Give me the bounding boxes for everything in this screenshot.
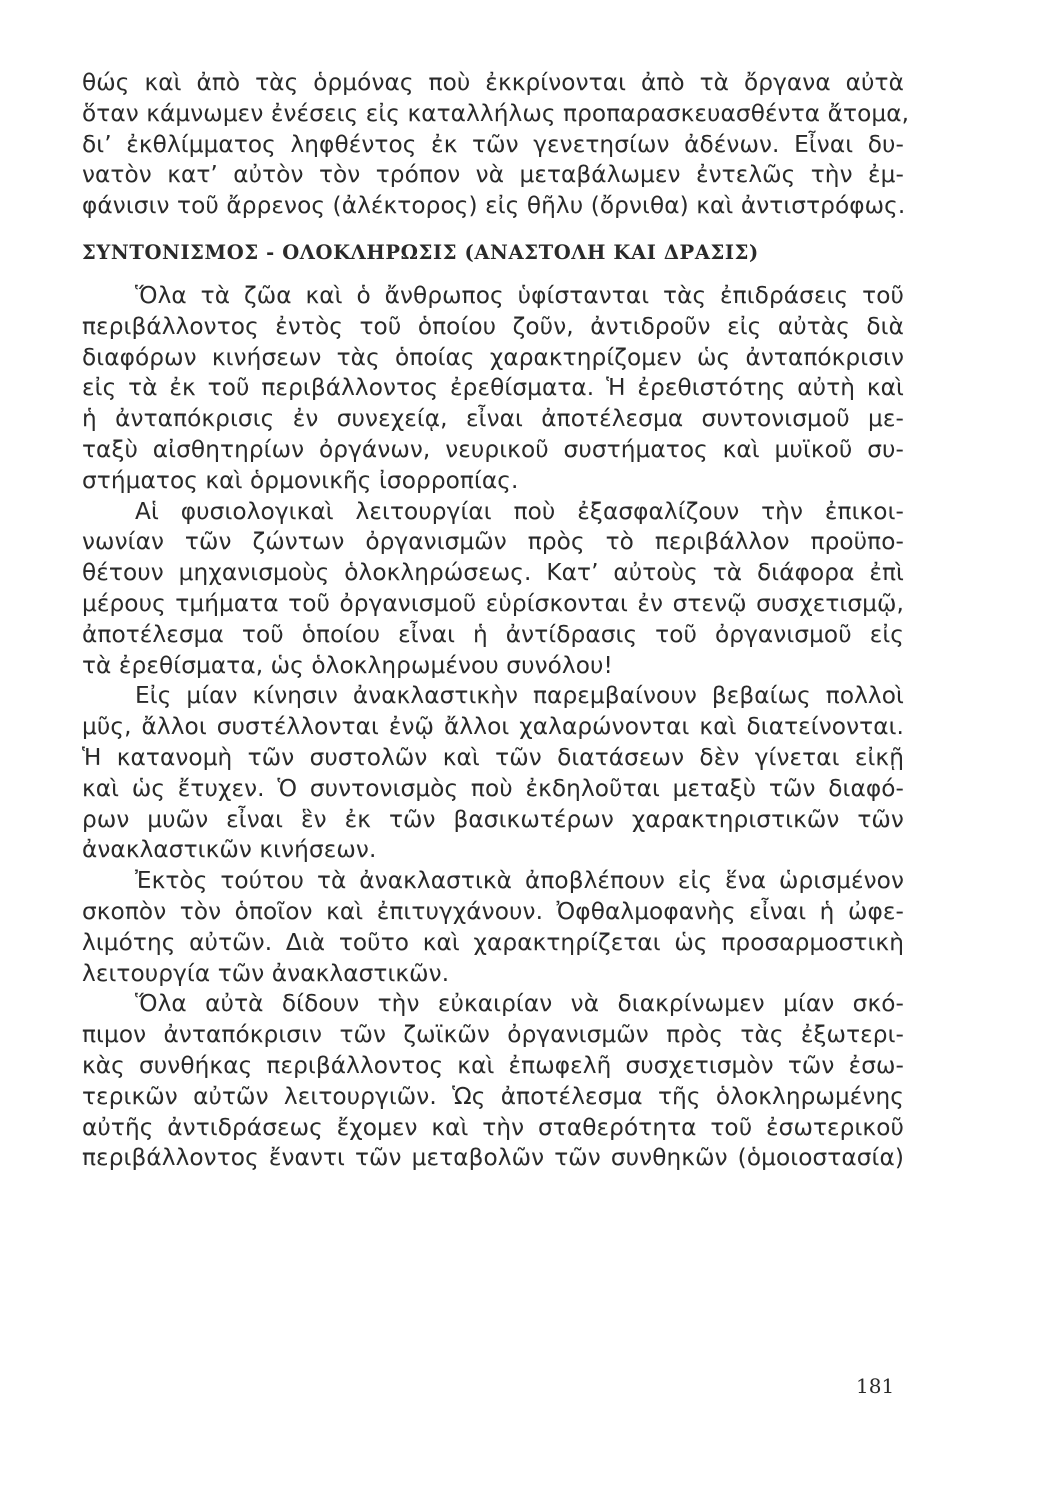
text-line: ρων μυῶν εἶναι ἓν ἐκ τῶν βασικωτέρων χαρακτηριστικῶν τῶν: [82, 805, 904, 833]
text-line: μῦς, ἄλλοι συστέλλονται ἐνῷ ἄλλοι χαλαρώνονται καὶ διατείνονται.: [82, 713, 904, 741]
text-line: φάνισιν τοῦ ἄρρενος (ἀλέκτορος) εἰς θῆλυ (ὄρνιθα) καὶ ἀντιστρόφως.: [82, 192, 906, 220]
text-line: κὰς συνθήκας περιβάλλοντος καὶ ἐπωφελῆ συσχετισμὸν τῶν ἐσω-: [82, 1051, 904, 1079]
text-line: στήματος καὶ ὁρμονικῆς ἰσορροπίας.: [82, 466, 519, 494]
text-line: Ὅλα τὰ ζῶα καὶ ὁ ἄνθρωπος ὑφίστανται τὰς ἐπιδράσεις τοῦ: [135, 281, 904, 309]
text-line: αὐτῆς ἀντιδράσεως ἔχομεν καὶ τὴν σταθερότητα τοῦ ἐσωτερικοῦ: [82, 1113, 904, 1141]
text-line: σκοπὸν τὸν ὁποῖον καὶ ἐπιτυγχάνουν. Ὀφθαλμοφανὴς εἶναι ἡ ὠφε-: [82, 897, 904, 925]
text-line: ἡ ἀνταπόκρισις ἐν συνεχείᾳ, εἶναι ἀποτέλεσμα συντονισμοῦ με-: [82, 405, 904, 433]
text-line: μέρους τμήματα τοῦ ὀργανισμοῦ εὑρίσκονται ἐν στενῷ συσχετισμῷ,: [82, 589, 904, 617]
paragraph-3: [82, 681, 904, 866]
text-line: τερικῶν αὐτῶν λειτουργιῶν. Ὡς ἀποτέλεσμα τῆς ὁλοκληρωμένης: [82, 1082, 904, 1110]
text-line: λιμότης αὐτῶν. Διὰ τοῦτο καὶ χαρακτηρίζεται ὡς προσαρμοστικὴ: [82, 928, 904, 956]
text-line: Ἐκτὸς τούτου τὰ ἀνακλαστικὰ ἀποβλέπουν εἰς ἕνα ὡρισμένον: [135, 867, 904, 895]
text-line: διαφόρων κινήσεων τὰς ὁποίας χαρακτηρίζομεν ὡς ἀνταπόκρισιν: [82, 343, 904, 371]
text-line: Εἰς μίαν κίνησιν ἀνακλαστικὴν παρεμβαίνουν βεβαίως πολλοὶ: [135, 682, 904, 710]
text-line: ὅταν κάμνωμεν ἐνέσεις εἰς καταλλήλως προπαρασκευασθέντα ἄτομα,: [82, 99, 910, 127]
text-line: εἰς τὰ ἐκ τοῦ περιβάλλοντος ἐρεθίσματα. Ἡ ἐρεθιστότης αὐτὴ καὶ: [82, 374, 904, 402]
text-line: ταξὺ αἰσθητηρίων ὀργάνων, νευρικοῦ συστήματος καὶ μυϊκοῦ συ-: [82, 435, 904, 463]
page-number: 181: [856, 1374, 895, 1398]
section-heading: ΣΥΝΤΟΝΙΣΜΟΣ - ΟΛΟΚΛΗΡΩΣΙΣ (ΑΝΑΣΤΟΛΗ ΚΑΙ ΔΡΑΣΙΣ): [82, 240, 759, 264]
text-line: δι’ ἐκθλίμματος ληφθέντος ἐκ τῶν γενετησίων ἀδένων. Εἶναι δυ-: [82, 130, 904, 158]
text-line: λειτουργία τῶν ἀνακλαστικῶν.: [82, 959, 450, 987]
text-line: πιμον ἀνταπόκρισιν τῶν ζωϊκῶν ὀργανισμῶν πρὸς τὰς ἐξωτερι-: [82, 1021, 904, 1049]
intro-paragraph: [82, 68, 910, 222]
text-line: τὰ ἐρεθίσματα, ὡς ὁλοκληρωμένου συνόλου!: [82, 651, 613, 679]
text-line: ἀποτέλεσμα τοῦ ὁποίου εἶναι ἡ ἀντίδρασις τοῦ ὀργανισμοῦ εἰς: [82, 620, 904, 648]
text-line: Αἱ φυσιολογικαὶ λειτουργίαι ποὺ ἐξασφαλίζουν τὴν ἐπικοι-: [135, 497, 904, 525]
paragraph-2: [82, 497, 904, 682]
paragraph-5: [82, 989, 904, 1174]
text-line: θέτουν μηχανισμοὺς ὁλοκληρώσεως. Κατ’ αὐτοὺς τὰ διάφορα ἐπὶ: [82, 559, 904, 587]
text-line: νατὸν κατ’ αὐτὸν τὸν τρόπον νὰ μεταβάλωμεν ἐντελῶς τὴν ἐμ-: [82, 161, 904, 189]
page-body: [82, 68, 910, 1174]
text-line: περιβάλλοντος ἔναντι τῶν μεταβολῶν τῶν συνθηκῶν (ὁμοιοστασία): [82, 1144, 904, 1172]
text-line: περιβάλλοντος ἐντὸς τοῦ ὁποίου ζοῦν, ἀντιδροῦν εἰς αὐτὰς διὰ: [82, 312, 904, 340]
text-line: καὶ ὡς ἔτυχεν. Ὁ συντονισμὸς ποὺ ἐκδηλοῦται μεταξὺ τῶν διαφό-: [82, 774, 904, 802]
text-line: ἀνακλαστικῶν κινήσεων.: [82, 836, 377, 864]
text-line: Ἡ κατανομὴ τῶν συστολῶν καὶ τῶν διατάσεων δὲν γίνεται εἰκῇ: [82, 743, 904, 771]
text-line: Ὅλα αὐτὰ δίδουν τὴν εὐκαιρίαν νὰ διακρίνωμεν μίαν σκό-: [135, 990, 904, 1018]
paragraph-1: [82, 281, 904, 497]
text-line: θώς καὶ ἀπὸ τὰς ὁρμόνας ποὺ ἐκκρίνονται ἀπὸ τὰ ὄργανα αὐτὰ: [82, 69, 904, 96]
paragraph-4: [82, 866, 904, 989]
text-line: νωνίαν τῶν ζώντων ὀργανισμῶν πρὸς τὸ περιβάλλον προϋπο-: [82, 528, 904, 556]
